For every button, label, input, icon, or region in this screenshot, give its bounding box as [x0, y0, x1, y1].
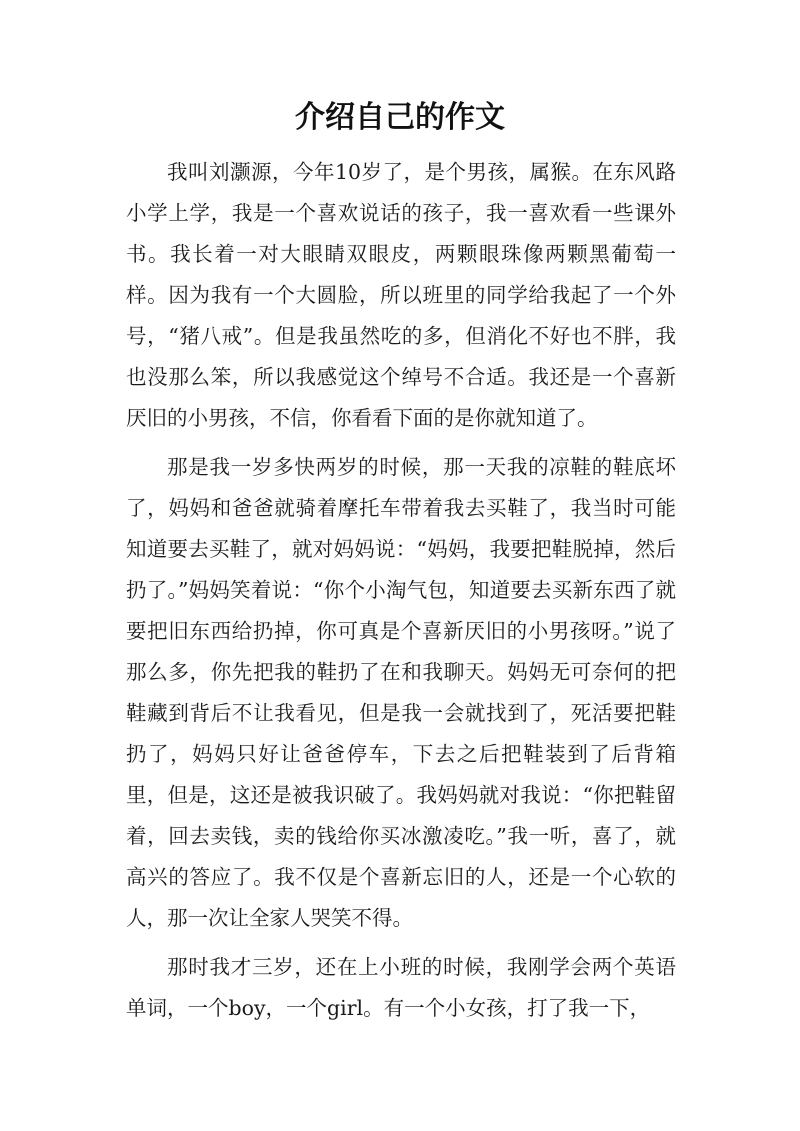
paragraph-2: 那是我一岁多快两岁的时候，那一天我的凉鞋的鞋底坏了，妈妈和爸爸就骑着摩托车带着我去买鞋了，我当时可能知道要去买鞋了，就对妈妈说：“妈妈，我要把鞋脱掉，然后扔了。”妈妈笑着说：“你个小淘气包，知道要去买新东西了就要把旧东西给扔掉，你可真是个喜新厌旧的小男孩呀。”说了那么多，你先把我的鞋扔了在和我聊天。妈妈无可奈何的把鞋藏到背后不让我看见，但是我一会就找到了，死活要把鞋扔了，妈妈只好让爸爸停车，下去之后把鞋装到了后背箱里，但是，这还是被我识破了。我妈妈就对我说：“你把鞋留着，回去卖钱，卖的钱给你买冰激凌吃。”我一听，喜了，就高兴的答应了。我不仅是个喜新忘旧的人，还是一个心软的人，那一次让全家人哭笑不得。: [126, 455, 676, 930]
paragraph-1: 我叫刘灏源，今年10岁了，是个男孩，属猴。在东风路小学上学，我是一个喜欢说话的孩子，我一喜欢看一些课外书。我长着一对大眼睛双眼皮，两颗眼珠像两颗黑葡萄一样。因为我有一个大圆脸，所以班里的同学给我起了一个外号，“猪八戒”。但是我虽然吃的多，但消化不好也不胖，我也没那么笨，所以我感觉这个绰号不合适。我还是一个喜新厌旧的小男孩，不信，你看看下面的是你就知道了。: [126, 160, 676, 430]
paragraph-3: 那时我才三岁，还在上小班的时候，我刚学会两个英语单词，一个boy，一个girl。有一个小女孩，打了我一下，: [126, 955, 676, 1020]
document-body: [126, 152, 676, 1037]
document-title: 介绍自己的作文: [295, 100, 505, 135]
